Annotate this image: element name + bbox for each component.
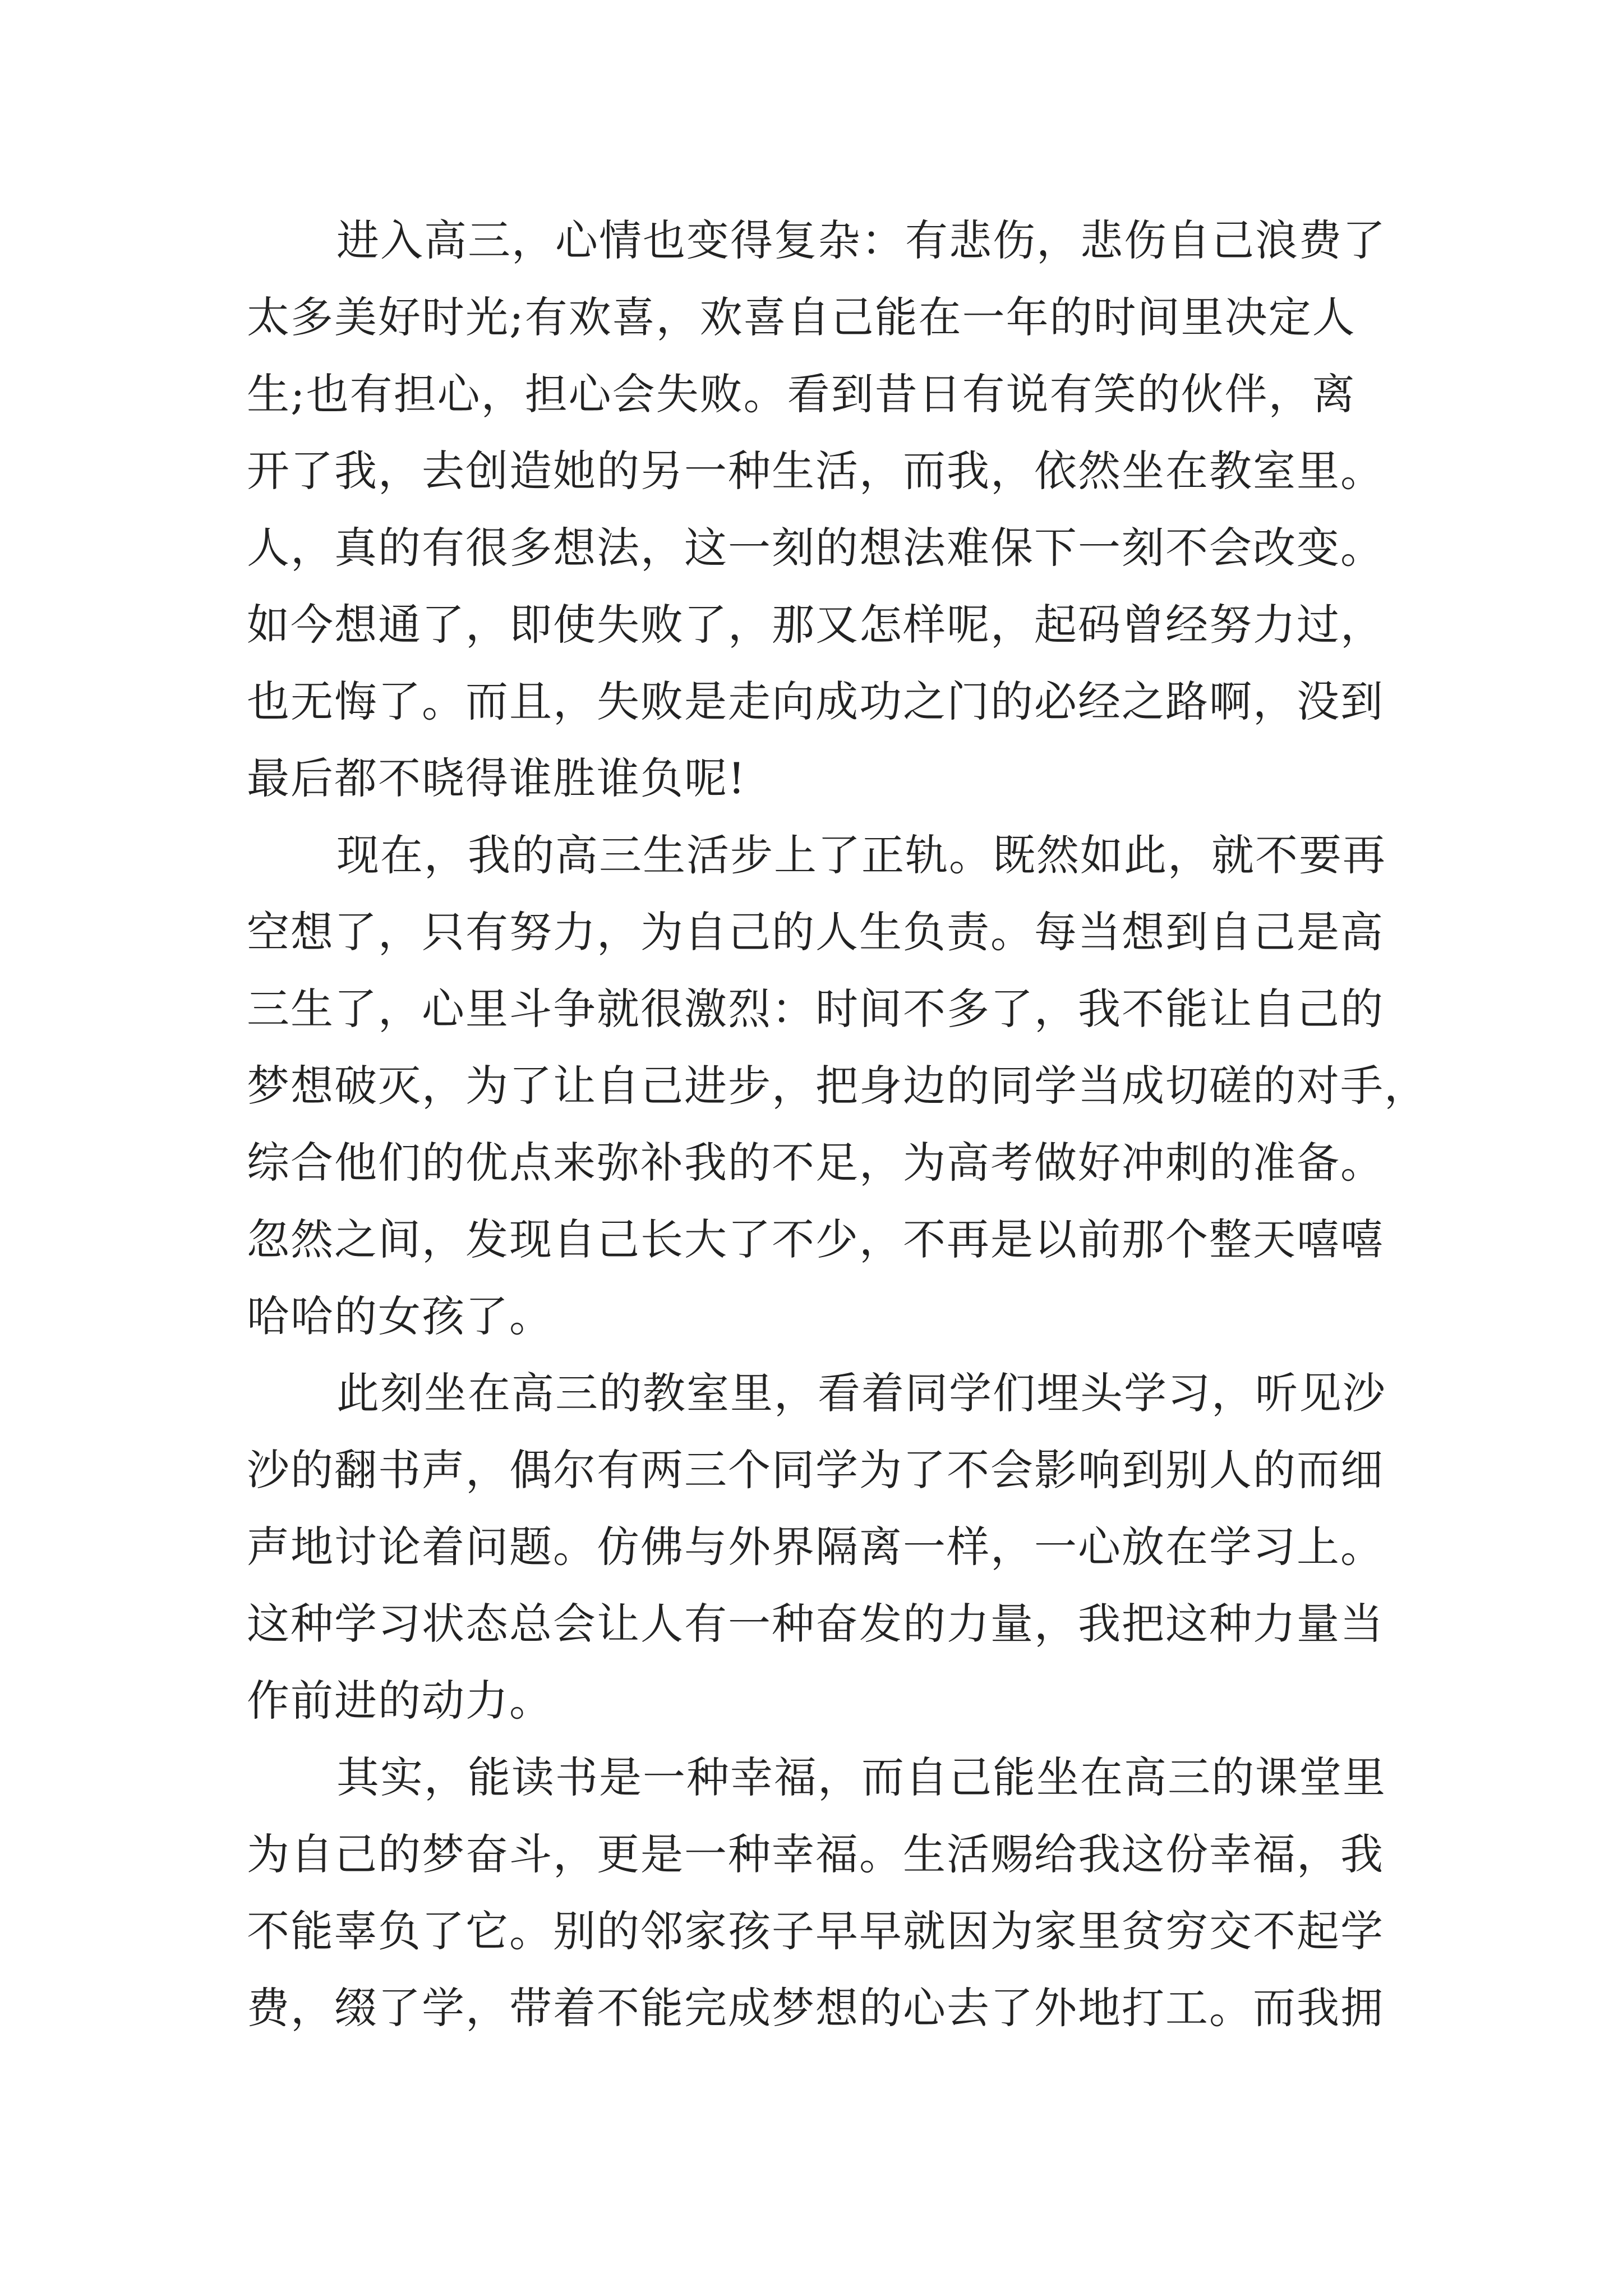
text-line: 生;也有担心，担心会失败。看到昔日有说有笑的伙伴，离 (247, 369, 1356, 419)
document-body (247, 202, 1428, 2046)
paragraph-2 (247, 817, 1428, 1355)
text-line: 忽然之间，发现自己长大了不少，不再是以前那个整天嘻嘻 (247, 1214, 1384, 1264)
paragraph-1 (247, 202, 1385, 817)
text-line: 三生了，心里斗争就很激烈：时间不多了，我不能让自己的 (247, 984, 1384, 1034)
text-line: 现在，我的高三生活步上了正轨。既然如此，就不要再 (336, 830, 1386, 880)
text-line: 如今想通了，即使失败了，那又怎样呢，起码曾经努力过， (247, 600, 1384, 650)
text-line: 也无悔了。而且，失败是走向成功之门的必经之路啊，没到 (247, 677, 1384, 726)
text-line: 费，缀了学，带着不能完成梦想的心去了外地打工。而我拥 (247, 1983, 1384, 2033)
text-line: 不能辜负了它。别的邻家孩子早早就因为家里贫穷交不起学 (247, 1906, 1384, 1956)
text-line: 最后都不晓得谁胜谁负呢! (247, 753, 746, 803)
text-line: 哈哈的女孩了。 (247, 1291, 553, 1341)
text-line: 其实，能读书是一种幸福，而自己能坐在高三的课堂里 (336, 1752, 1386, 1802)
text-line: 人，真的有很多想法，这一刻的想法难保下一刻不会改变。 (247, 523, 1384, 573)
text-line: 进入高三，心情也变得复杂：有悲伤，悲伤自己浪费了 (336, 215, 1386, 265)
text-line: 综合他们的优点来弥补我的不足，为高考做好冲刺的准备。 (247, 1138, 1384, 1188)
text-line: 作前进的动力。 (247, 1676, 553, 1726)
text-line: 梦想破灭，为了让自己进步，把身边的同学当成切磋的对手， (247, 1061, 1428, 1111)
text-line: 太多美好时光;有欢喜，欢喜自己能在一年的时间里决定人 (247, 292, 1356, 342)
text-line: 声地讨论着问题。仿佛与外界隔离一样，一心放在学习上。 (247, 1522, 1384, 1572)
text-line: 开了我，去创造她的另一种生活，而我，依然坐在教室里。 (247, 446, 1384, 496)
text-line: 此刻坐在高三的教室里，看着同学们埋头学习，听见沙 (336, 1368, 1386, 1418)
paragraph-3 (247, 1355, 1385, 1739)
text-line: 沙的翻书声，偶尔有两三个同学为了不会影响到别人的而细 (247, 1445, 1384, 1495)
paragraph-4 (247, 1739, 1385, 2046)
text-line: 这种学习状态总会让人有一种奋发的力量，我把这种力量当 (247, 1599, 1384, 1649)
text-line: 空想了，只有努力，为自己的人生负责。每当想到自己是高 (247, 907, 1384, 957)
text-line: 为自己的梦奋斗，更是一种幸福。生活赐给我这份幸福，我 (247, 1829, 1384, 1879)
